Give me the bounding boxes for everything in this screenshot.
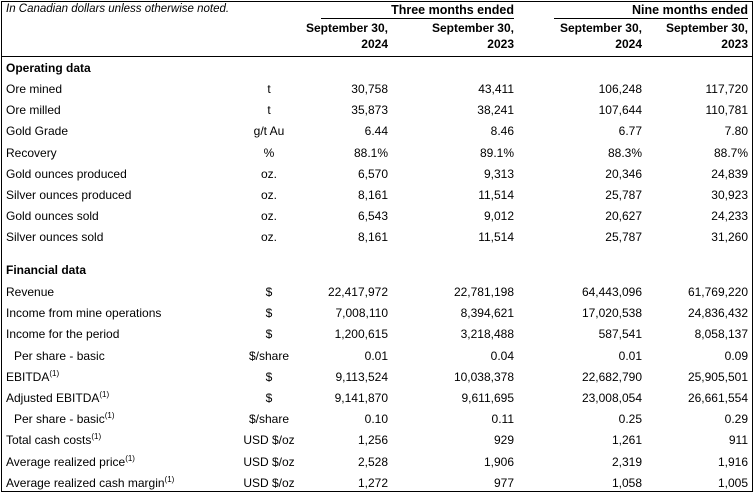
value-cell: 1,272 — [357, 475, 388, 490]
footnote-ref: (1) — [125, 453, 135, 463]
value-cell: 9,113,524 — [335, 369, 388, 384]
section-operating — [2, 58, 752, 79]
row-unit: $ — [265, 391, 273, 405]
value-cell: 10,038,378 — [453, 369, 514, 384]
value-cell: 1,261 — [611, 433, 642, 448]
table-row — [2, 409, 752, 430]
value-cell: 1,916 — [717, 454, 748, 469]
value-cell: 22,682,790 — [581, 369, 642, 384]
three-months-header: Three months ended — [391, 3, 514, 17]
row-label — [6, 164, 127, 185]
col3-header-line1: September 30, — [559, 21, 642, 35]
row-unit: $ — [265, 306, 273, 321]
value-cell: 1,256 — [357, 433, 388, 448]
value-cell: 6.44 — [364, 124, 388, 139]
value-cell: 43,411 — [478, 82, 514, 96]
row-unit: $ — [265, 369, 273, 384]
row-label — [6, 79, 62, 100]
value-cell: 8,058,137 — [694, 327, 748, 342]
value-cell: 0.29 — [724, 412, 748, 427]
value-cell: 1,906 — [483, 454, 514, 469]
footnote-ref: (1) — [164, 474, 175, 484]
col4-header-line1: September 30, — [665, 21, 748, 35]
value-cell: 24,233 — [711, 209, 748, 224]
row-label-text: Gold ounces produced — [6, 166, 127, 181]
value-cell: 7.80 — [724, 124, 748, 139]
row-label — [6, 303, 161, 324]
value-cell: 25,787 — [605, 188, 642, 202]
table-row — [2, 100, 752, 121]
value-cell: 110,781 — [705, 103, 748, 118]
value-cell: 587,541 — [598, 327, 642, 342]
row-label — [6, 185, 131, 206]
value-cell: 38,241 — [477, 103, 514, 118]
table-row — [2, 430, 752, 451]
value-cell: 64,443,096 — [581, 285, 642, 299]
value-cell: 1,200,615 — [334, 327, 388, 342]
value-cell: 88.1% — [353, 145, 388, 160]
value-cell: 24,839 — [711, 166, 748, 181]
value-cell: 107,644 — [598, 103, 642, 118]
table-row — [2, 303, 752, 324]
row-label-text: Income for the period — [6, 327, 120, 342]
value-cell: 9,313 — [483, 166, 514, 181]
row-unit: $/share — [248, 348, 290, 363]
row-label-text: Revenue — [6, 285, 55, 299]
value-cell: 0.04 — [490, 348, 514, 363]
value-cell: 20,346 — [605, 166, 642, 181]
header-divider — [2, 56, 752, 57]
row-unit: $/share — [248, 412, 290, 427]
col1-header-line1: September 30, — [305, 21, 388, 35]
row-label-text: EBITDA — [6, 369, 50, 384]
value-cell: 61,769,220 — [687, 285, 748, 299]
row-label — [6, 388, 109, 409]
row-unit: USD $/oz — [243, 454, 295, 469]
value-cell: 30,758 — [351, 82, 388, 96]
table-row — [2, 206, 752, 227]
table-row — [2, 324, 752, 345]
currency-note: In Canadian dollars unless otherwise noted. — [6, 3, 230, 15]
value-cell: 3,218,488 — [460, 327, 514, 342]
nine-months-header: Nine months ended — [632, 3, 748, 17]
footnote-ref: (1) — [99, 390, 110, 399]
value-cell: 2,528 — [357, 454, 388, 469]
row-label — [6, 430, 101, 451]
table-row — [2, 452, 752, 473]
row-label — [6, 452, 135, 473]
value-cell: 0.01 — [618, 348, 642, 363]
value-cell: 1,058 — [611, 475, 642, 490]
table-row — [2, 121, 752, 142]
section-title: Operating data — [6, 61, 91, 75]
value-cell: 0.11 — [491, 412, 514, 427]
value-cell: 8,161 — [357, 188, 388, 202]
value-cell: 25,905,501 — [687, 369, 748, 384]
table-row — [2, 388, 752, 409]
value-cell: 6.77 — [618, 124, 642, 139]
table-row — [2, 282, 752, 303]
row-label-text: Per share - basic — [14, 348, 105, 363]
table-row — [2, 367, 752, 388]
row-unit: t — [267, 103, 271, 118]
row-label — [14, 409, 114, 430]
value-cell: 23,008,054 — [581, 391, 642, 405]
value-cell: 117,720 — [705, 82, 748, 96]
row-unit: t — [267, 82, 271, 96]
col4-header-line2: 2023 — [721, 37, 748, 51]
value-cell: 9,012 — [483, 209, 514, 224]
value-cell: 2,319 — [611, 454, 642, 469]
row-label — [6, 282, 54, 303]
row-unit: $ — [265, 285, 273, 299]
row-label-text: Average realized price — [6, 454, 126, 469]
value-cell: 31,260 — [711, 230, 748, 245]
value-cell: 17,020,538 — [581, 306, 642, 321]
row-unit: % — [263, 145, 275, 160]
row-label — [6, 324, 119, 345]
row-label — [6, 206, 99, 227]
row-label-text: Silver ounces produced — [6, 188, 132, 202]
footnote-ref: (1) — [49, 368, 60, 378]
row-label — [6, 100, 61, 121]
row-unit: USD $/oz — [243, 475, 295, 490]
table-row — [2, 346, 752, 367]
value-cell: 6,570 — [357, 166, 388, 181]
value-cell: 88.3% — [607, 145, 642, 160]
row-label-text: Gold Grade — [6, 124, 69, 139]
row-label — [14, 346, 105, 367]
row-unit: USD $/oz — [243, 433, 295, 448]
section-title: Financial data — [6, 263, 87, 277]
section-financial — [2, 260, 752, 281]
table-row — [2, 473, 752, 494]
value-cell: 11,514 — [478, 230, 514, 245]
value-cell: 6,543 — [357, 209, 388, 224]
value-cell: 20,627 — [605, 209, 642, 224]
value-cell: 35,873 — [351, 103, 388, 118]
row-label — [6, 121, 68, 142]
row-label-text: Silver ounces sold — [6, 230, 104, 245]
value-cell: 0.25 — [618, 412, 642, 427]
value-cell: 88.7% — [713, 145, 748, 160]
value-cell: 929 — [493, 433, 514, 448]
table-row — [2, 185, 752, 206]
row-label-text: Income from mine operations — [6, 306, 162, 321]
row-unit: oz. — [260, 188, 277, 202]
financial-table — [1, 1, 753, 492]
value-cell: 24,836,432 — [687, 306, 748, 321]
footnote-ref: (1) — [104, 411, 115, 421]
value-cell: 0.10 — [364, 412, 388, 427]
value-cell: 106,248 — [598, 82, 642, 96]
row-label-text: Ore mined — [6, 82, 63, 96]
row-label-text: Recovery — [6, 145, 57, 160]
value-cell: 11,514 — [478, 188, 514, 202]
row-label — [6, 367, 59, 388]
row-label-text: Adjusted EBITDA — [6, 391, 100, 405]
value-cell: 22,417,972 — [327, 285, 388, 299]
table-row — [2, 143, 752, 164]
value-cell: 0.01 — [364, 348, 388, 363]
value-cell: 8.46 — [490, 124, 514, 139]
table-row — [2, 164, 752, 185]
value-cell: 22,781,198 — [453, 285, 514, 299]
row-unit: oz. — [260, 209, 277, 224]
row-unit: $ — [265, 327, 273, 342]
footnote-ref: (1) — [91, 432, 102, 442]
value-cell: 0.09 — [724, 348, 748, 363]
value-cell: 977 — [493, 475, 514, 490]
value-cell: 8,161 — [357, 230, 388, 245]
value-cell: 1,005 — [717, 475, 748, 490]
value-cell: 9,141,870 — [334, 391, 388, 405]
row-label — [6, 143, 57, 164]
three-months-underline — [321, 18, 514, 19]
value-cell: 25,787 — [605, 230, 642, 245]
row-unit: g/t Au — [253, 124, 285, 139]
value-cell: 7,008,110 — [335, 306, 388, 321]
col1-header-line2: 2024 — [361, 37, 388, 51]
row-label — [6, 227, 103, 248]
row-label-text: Per share - basic — [14, 412, 105, 427]
row-unit: oz. — [260, 166, 277, 181]
row-label-text: Ore milled — [6, 103, 61, 118]
col3-header-line2: 2024 — [615, 37, 642, 51]
value-cell: 9,611,695 — [461, 391, 514, 405]
col2-header-line1: September 30, — [431, 21, 514, 35]
value-cell: 89.1% — [479, 145, 514, 160]
table-row — [2, 227, 752, 248]
row-unit: oz. — [260, 230, 277, 245]
value-cell: 911 — [728, 433, 748, 448]
row-label-text: Average realized cash margin — [6, 475, 165, 490]
row-label — [6, 473, 174, 494]
row-label-text: Gold ounces sold — [6, 209, 99, 224]
value-cell: 8,394,621 — [460, 306, 514, 321]
value-cell: 26,661,554 — [687, 391, 748, 405]
table-row — [2, 79, 752, 100]
value-cell: 30,923 — [711, 188, 748, 202]
nine-months-underline — [554, 18, 748, 19]
row-label-text: Total cash costs — [6, 433, 92, 448]
col2-header-line2: 2023 — [487, 37, 514, 51]
